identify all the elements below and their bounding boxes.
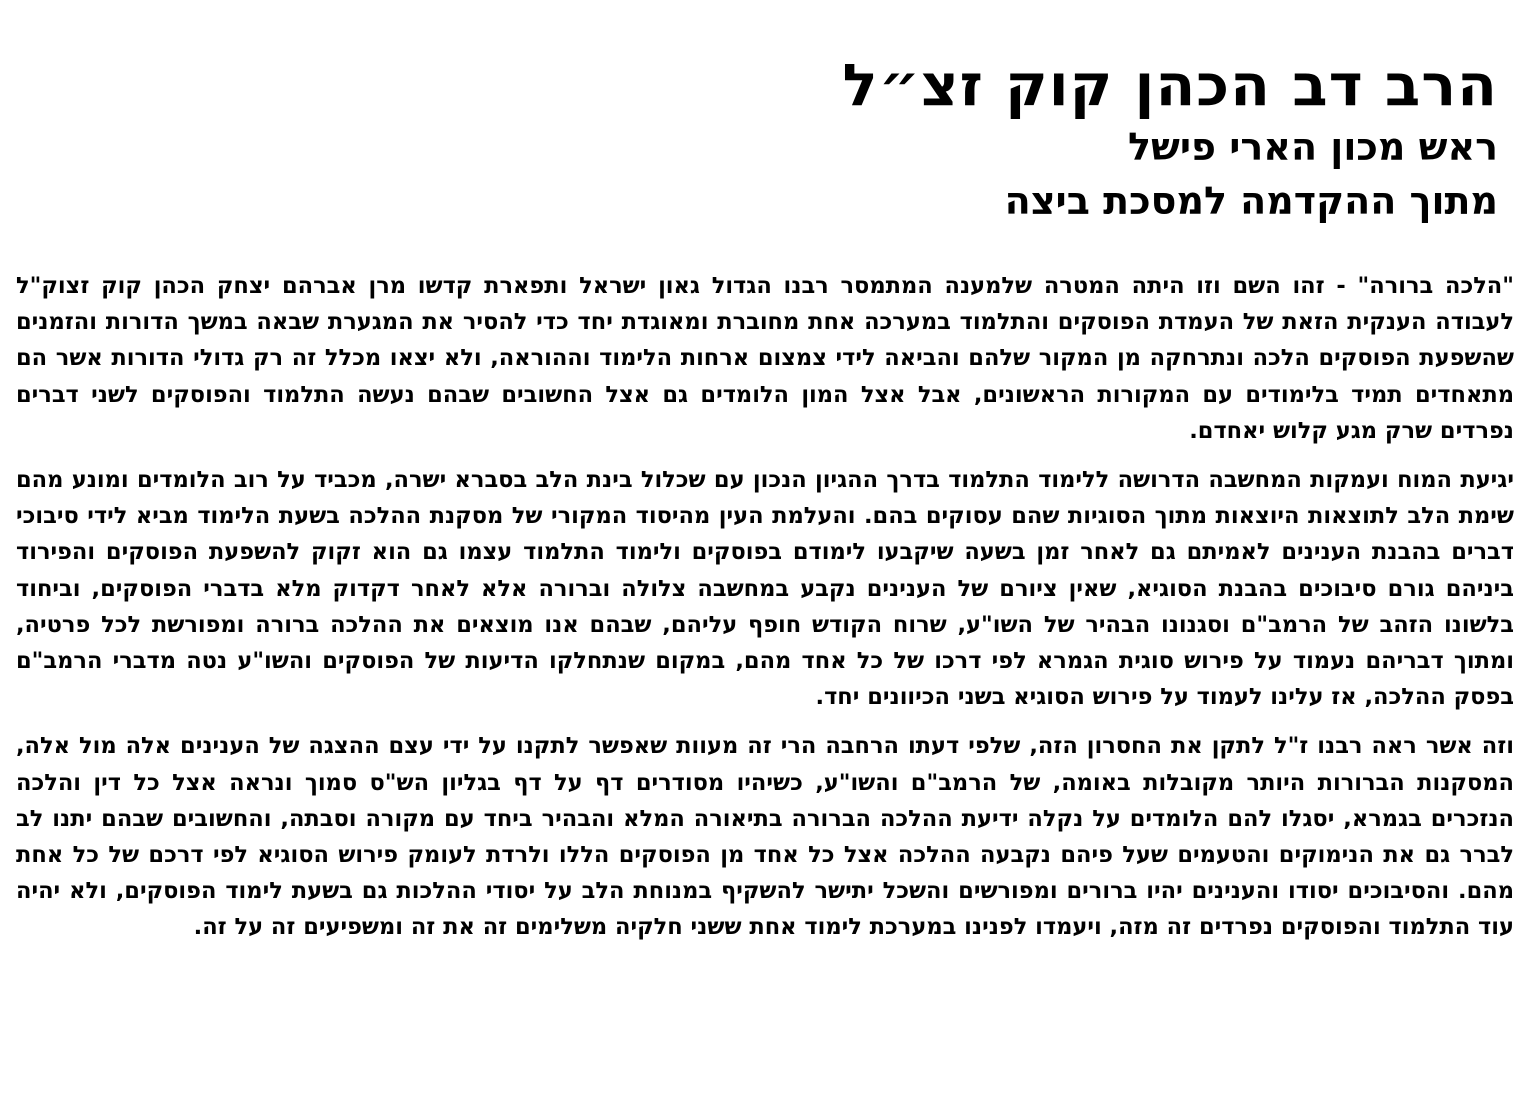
author-title: הרב דב הכהן קוק זצ״ל xyxy=(842,51,1498,119)
paragraph-1: "הלכה ברורה" - זהו השם וזו היתה המטרה שלמענה המתמסר רבנו הגדול גאון ישראל ותפארת קדשו מרן אברהם יצחק הכהן קוק זצוק"ל לעבודה הענקית הזאת של העמדת הפוסקים והתלמוד במערכה אחת מחוברת ומאוגדת יחד כדי להסיר את המגערת שבאה במשך הדורות והזמנים שהשפעת הפוסקים הלכה ונתרחקה מן המקור שלהם והביאה לידי צמצום ארחות הלימוד וההוראה, ולא יצאו מכלל זה רק גדולי הדורות אשר הם מתאחדים תמיד בלימודים עם המקורות הראשונים, אבל אצל המון הלומדים גם אצל החשובים שבהם נעשה התלמוד והפוסקים לשני דברים נפרדים שרק מגע קלוש יאחדם. xyxy=(16,273,1514,444)
source-line: מתוך ההקדמה למסכת ביצה xyxy=(1004,179,1498,223)
body-text xyxy=(16,268,1514,946)
paragraph-2: יגיעת המוח ועמקות המחשבה הדרושה ללימוד התלמוד בדרך ההגיון הנכון עם שכלול בינת הלב בסברא ישרה, מכביד על רוב הלומדים ומונע מהם שימת הלב לתוצאות היוצאות מתוך הסוגיות שהם עסוקים בהם. והעלמת העין מהיסוד המקורי של מסקנת ההלכה בשעת הלימוד מביא לידי סיבוכי דברים בהבנת הענינים לאמיתם גם לאחר זמן בשעה שיקבעו לימודם בפוסקים ולימוד התלמוד עצמו גם הוא זקוק להשפעת הפוסקים והפירוד ביניהם גורם סיבוכים בהבנת הסוגיא, שאין ציורם של הענינים נקבע במחשבה צלולה וברורה אלא לאחר דקדוק מלא בדברי הפוסקים, וביחוד בלשונו הזהב של הרמב"ם וסגנונו הבהיר של השו"ע, שרוח הקודש חופף עליהם, שבהם אנו מוצאים את ההלכה ברורה ומפורשת לכל פרטיה, ומתוך דבריהם נעמוד על פירוש סוגית הגמרא לפי דרכו של כל אחד מהם, במקום שנתחלקו הדיעות של הפוסקים והשו"ע נטה מדברי הרמב"ם בפסק ההלכה, אז עלינו לעמוד על פירוש הסוגיא בשני הכיוונים יחד. xyxy=(16,467,1514,711)
paragraph-3: וזה אשר ראה רבנו ז"ל לתקן את החסרון הזה, שלפי דעתו הרחבה הרי זה מעוות שאפשר לתקנו על ידי עצם ההצגה של הענינים אלה מול אלה, המסקנות הברורות היותר מקובלות באומה, של הרמב"ם והשו"ע, כשיהיו מסודרים דף על דף בגליון הש"ס סמוך ונראה אצל כל דין והלכה הנזכרים בגמרא, יסגלו להם הלומדים על נקלה ידיעת ההלכה הברורה בתיאורה המלא והבהיר ביחד עם מקורה וסבתה, והחשובים שבהם יתנו לב לברר גם את הנימוקים והטעמים שעל פיהם נקבעה ההלכה אצל כל אחד מן הפוסקים הללו ולרדת לעומק פירוש הסוגיא לפי דרכם של כל אחת מהם. והסיבוכים יסודו והענינים יהיו ברורים ומפורשים והשכל יתישר להשקיף במנוחת הלב על יסודי ההלכות גם בשעת לימוד הפוסקים, ולא יהיה עוד התלמוד והפוסקים נפרדים זה מזה, ויעמדו לפנינו במערכת לימוד אחת ששני חלקיה משלימים זה את זה ומשפיעים זה על זה. xyxy=(16,733,1514,941)
header-block xyxy=(798,48,1498,226)
author-position: ראש מכון הארי פישל xyxy=(1128,125,1498,169)
